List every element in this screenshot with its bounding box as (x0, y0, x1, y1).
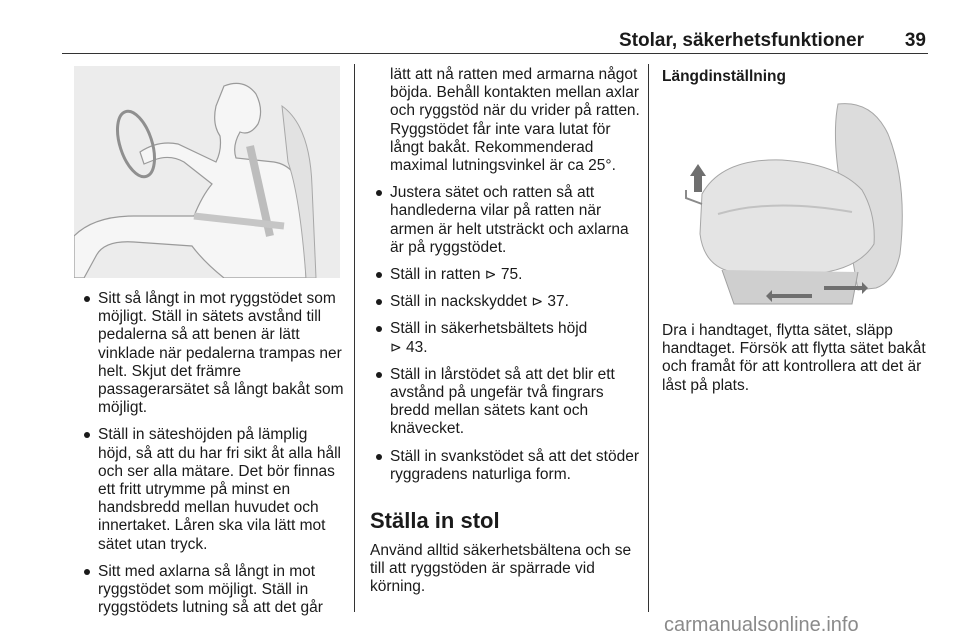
reference-arrow-icon: ⊳ (531, 294, 544, 311)
reference-arrow-icon: ⊳ (390, 339, 402, 356)
watermark: carmanualsonline.info (664, 614, 859, 636)
header-title: Stolar, säkerhetsfunktioner (619, 30, 864, 51)
seat-length-adjust-illustration (662, 94, 926, 312)
section-text: Använd alltid säkerhetsbältena och se till att ryggstöden är spärrade vid körning. (370, 542, 632, 596)
list-item: Sitt så långt in mot ryggstödet som möjligt. Ställ in sätets avstånd till pedalerna så att benen är lätt vinklade när pedalerna trampas ner helt. Skjut det främre passagerarsätet så långt bakåt som möjligt. (74, 290, 344, 417)
list-item: Justera sätet och ratten så att handlederna vilar på ratten när armen är helt utsträckt och axlarna är på ryggstödet. (366, 184, 642, 257)
reference-arrow-icon: ⊳ (484, 267, 497, 284)
list-item: Ställ in svankstödet så att det stöder ryggradens naturliga form. (366, 448, 642, 484)
list-item: Ställ in nackskyddet ⊳ 37. (366, 293, 642, 311)
header-rule (62, 53, 928, 54)
driver-seating-illustration (74, 66, 340, 278)
sub-heading: Längdinställning (662, 68, 786, 85)
column-2 (366, 66, 642, 597)
page-number: 39 (904, 30, 926, 51)
list-item: Ställ in säkerhetsbältets höjd ⊳ 43. (366, 320, 642, 356)
page-reference[interactable]: 75. (500, 266, 523, 284)
length-adjust-text: Dra i handtaget, flytta sätet, släpp handtaget. Försök att flytta sätet bakåt och framåt för att kontrollera att det är låst på plats. (662, 322, 926, 394)
list-item-continuation: lätt att nå ratten med armarna något böjda. Behåll kontakten mellan axlar och ryggstöd när du vrider på ratten. Ryggstödet får inte vara lutat för långt bakåt. Rekommenderad maximal lutningsvinkel är ca 25°. (390, 66, 640, 175)
section-heading: Ställa in stol (370, 508, 500, 534)
list-item: Ställ in lårstödet så att det blir ett avstånd på ungefär två fingrars bredd mellan sätets kant och knävecket. (366, 366, 642, 439)
list-item: Ställ in säteshöjden på lämplig höjd, så att du har fri sikt åt alla håll och ser alla mätare. Det bör finnas ett fritt utrymme på minst en handsbredd mellan huvudet och innertaket. Låren ska vila lätt mot sätet utan tryck. (74, 426, 344, 553)
page-header (62, 26, 928, 56)
page-reference[interactable]: 37. (547, 293, 569, 311)
list-item: Sitt med axlarna så långt in mot ryggstödet som möjligt. Ställ in ryggstödets lutning så att det går (74, 563, 344, 618)
column-divider-2 (648, 64, 649, 612)
column-divider-1 (354, 64, 355, 612)
page-reference[interactable]: 43. (406, 338, 428, 356)
list-item: Ställ in ratten ⊳ 75. (366, 266, 642, 284)
column-1 (74, 290, 344, 626)
